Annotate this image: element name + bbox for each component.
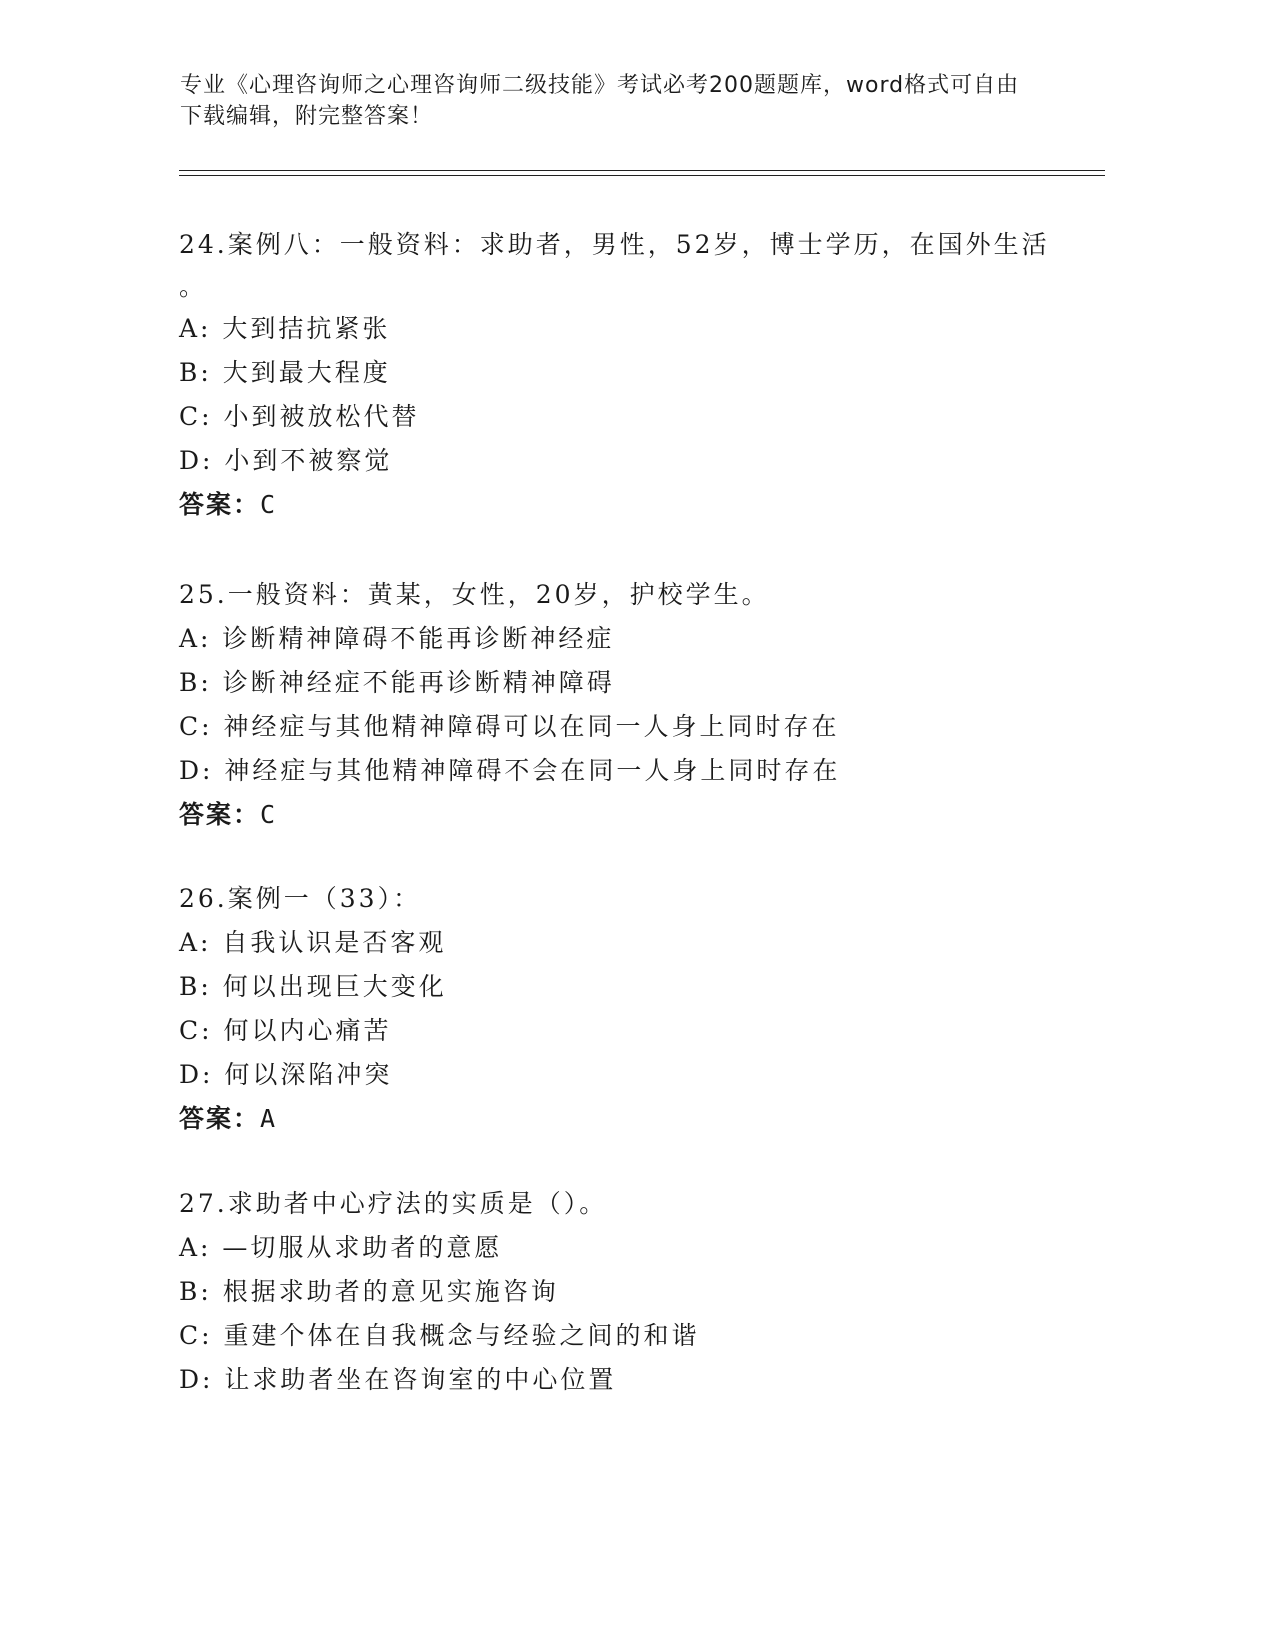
option-d: D: 让求助者坐在咨询室的中心位置 <box>179 1365 617 1394</box>
option-a: A: —切服从求助者的意愿 <box>179 1233 503 1262</box>
question-stem: 25.一般资料：黄某，女性，20岁，护校学生。 <box>179 580 770 609</box>
option-d: D: 神经症与其他精神障碍不会在同一人身上同时存在 <box>179 756 841 785</box>
header-divider-top <box>179 170 1105 171</box>
option-c: C: 重建个体在自我概念与经验之间的和谐 <box>179 1321 700 1350</box>
answer-value: A <box>260 1104 278 1133</box>
question-stem: 24.案例八：一般资料：求助者，男性，52岁，博士学历，在国外生活 <box>179 230 1050 259</box>
option-c: C: 神经症与其他精神障碍可以在同一人身上同时存在 <box>179 712 840 741</box>
option-d: D: 何以深陷冲突 <box>179 1060 393 1089</box>
question-24 <box>179 223 1079 527</box>
document-header <box>180 70 1040 132</box>
option-b: B: 何以出现巨大变化 <box>179 972 447 1001</box>
question-stem: 27.求助者中心疗法的实质是（）。 <box>179 1189 608 1218</box>
option-c: C: 小到被放松代替 <box>179 402 420 431</box>
answer-value: C <box>260 800 278 829</box>
answer-label: 答案： <box>179 800 261 829</box>
answer-line <box>179 1097 1079 1141</box>
answer-line <box>179 483 1079 527</box>
option-d: D: 小到不被察觉 <box>179 446 393 475</box>
question-stem-continuation: 。 <box>179 272 208 301</box>
header-text: 专业《心理咨询师之心理咨询师二级技能》考试必考200题题库，word格式可自由下载编辑，附完整答案！ <box>180 73 1020 129</box>
option-a: A: 大到拮抗紧张 <box>179 314 391 343</box>
answer-line <box>179 793 1079 837</box>
option-b: B: 根据求助者的意见实施咨询 <box>179 1277 559 1306</box>
question-27 <box>179 1182 1079 1402</box>
option-a: A: 诊断精神障碍不能再诊断神经症 <box>179 624 615 653</box>
option-b: B: 大到最大程度 <box>179 358 391 387</box>
answer-value: C <box>260 490 278 519</box>
header-divider-bottom <box>179 175 1105 176</box>
answer-label: 答案： <box>179 490 261 519</box>
option-a: A: 自我认识是否客观 <box>179 928 447 957</box>
question-stem: 26.案例一（33）： <box>179 884 422 913</box>
answer-label: 答案： <box>179 1104 261 1133</box>
question-25 <box>179 573 1079 837</box>
option-b: B: 诊断神经症不能再诊断精神障碍 <box>179 668 615 697</box>
option-c: C: 何以内心痛苦 <box>179 1016 392 1045</box>
question-26 <box>179 877 1079 1141</box>
